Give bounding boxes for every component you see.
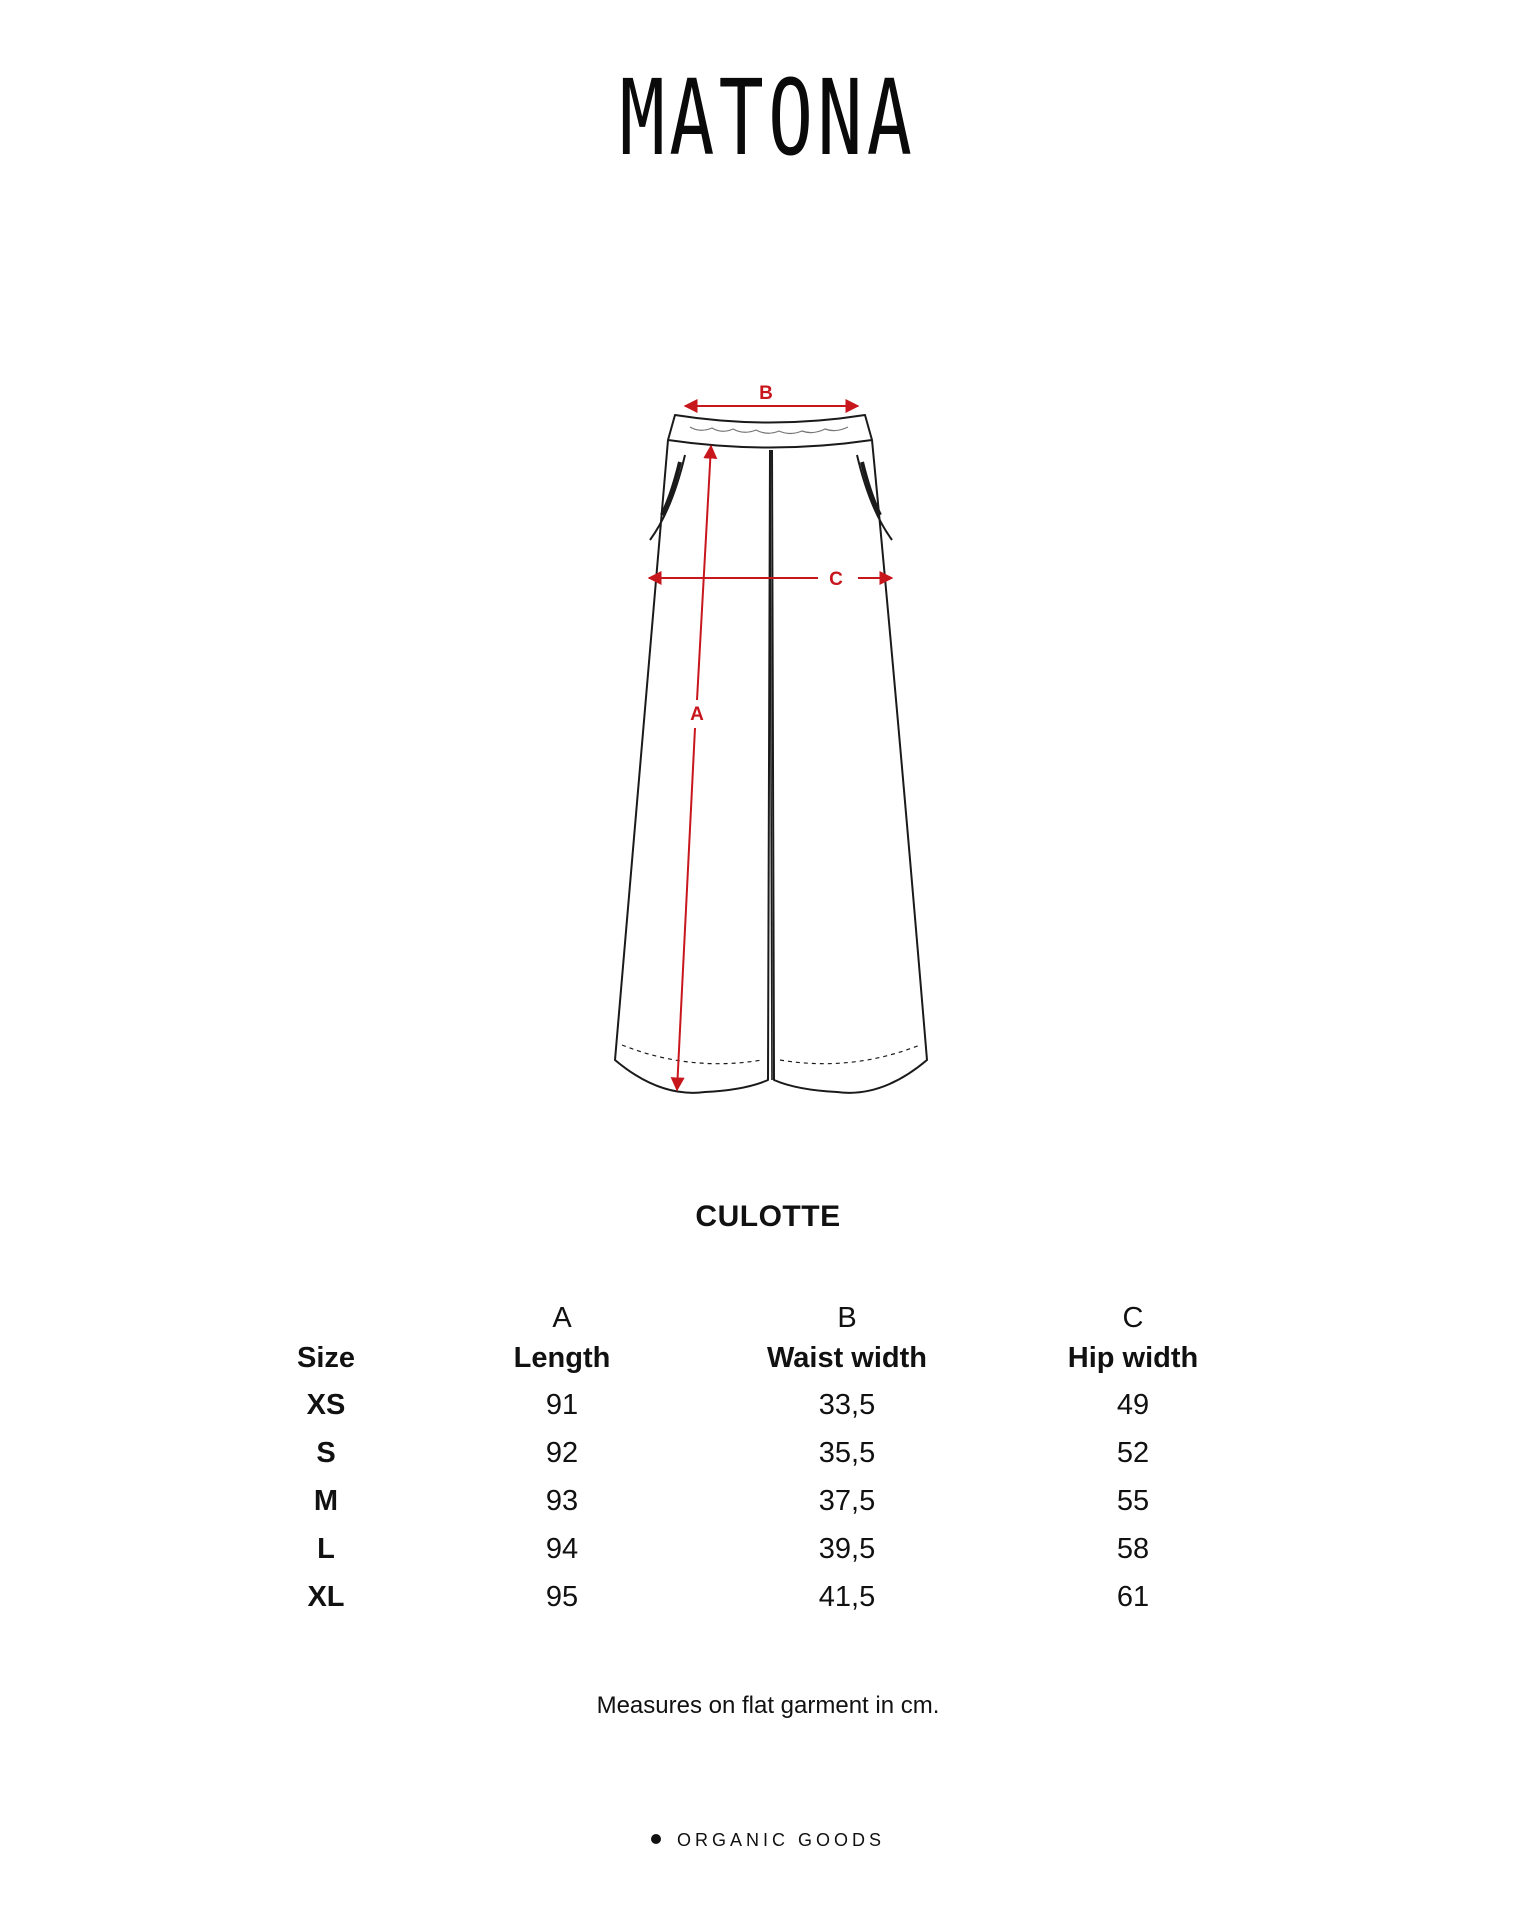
row-length: 95: [545, 1581, 579, 1613]
header-size: Size: [296, 1342, 356, 1374]
bullet-dot-icon: [651, 1834, 661, 1844]
footer-tagline: [0, 1830, 1536, 1851]
row-size: XL: [307, 1581, 345, 1613]
header-letter-b: B: [837, 1302, 857, 1334]
row-size: M: [313, 1485, 339, 1517]
measure-a-arrow: [677, 446, 711, 1090]
pants-outline: [615, 415, 927, 1093]
row-waist: 37,5: [818, 1485, 876, 1517]
row-waist: 39,5: [818, 1533, 876, 1565]
row-length: 92: [545, 1437, 579, 1469]
row-hip: 52: [1116, 1437, 1150, 1469]
row-waist: 41,5: [818, 1581, 876, 1613]
header-waist-width: Waist width: [766, 1342, 928, 1374]
row-waist: 33,5: [818, 1389, 876, 1421]
measure-b-label: B: [759, 383, 773, 404]
measure-a-label: A: [690, 704, 704, 725]
header-letter-c: C: [1122, 1302, 1144, 1334]
measurement-note: Measures on flat garment in cm.: [596, 1692, 940, 1719]
brand-logo: MATONA: [619, 57, 917, 179]
row-size: S: [316, 1437, 336, 1469]
row-length: 94: [545, 1533, 579, 1565]
row-hip: 55: [1116, 1485, 1150, 1517]
row-length: 93: [545, 1485, 579, 1517]
row-length: 91: [545, 1389, 579, 1421]
footer-text: ORGANIC GOODS: [676, 1830, 885, 1850]
row-hip: 49: [1116, 1389, 1150, 1421]
header-length: Length: [513, 1342, 611, 1374]
header-hip-width: Hip width: [1067, 1342, 1199, 1374]
row-waist: 35,5: [818, 1437, 876, 1469]
row-hip: 58: [1116, 1533, 1150, 1565]
product-title: CULOTTE: [695, 1200, 841, 1233]
row-hip: 61: [1116, 1581, 1150, 1613]
row-size: L: [317, 1533, 335, 1565]
measure-c-label: C: [829, 569, 843, 590]
header-letter-a: A: [552, 1302, 572, 1334]
row-size: XS: [306, 1389, 346, 1421]
